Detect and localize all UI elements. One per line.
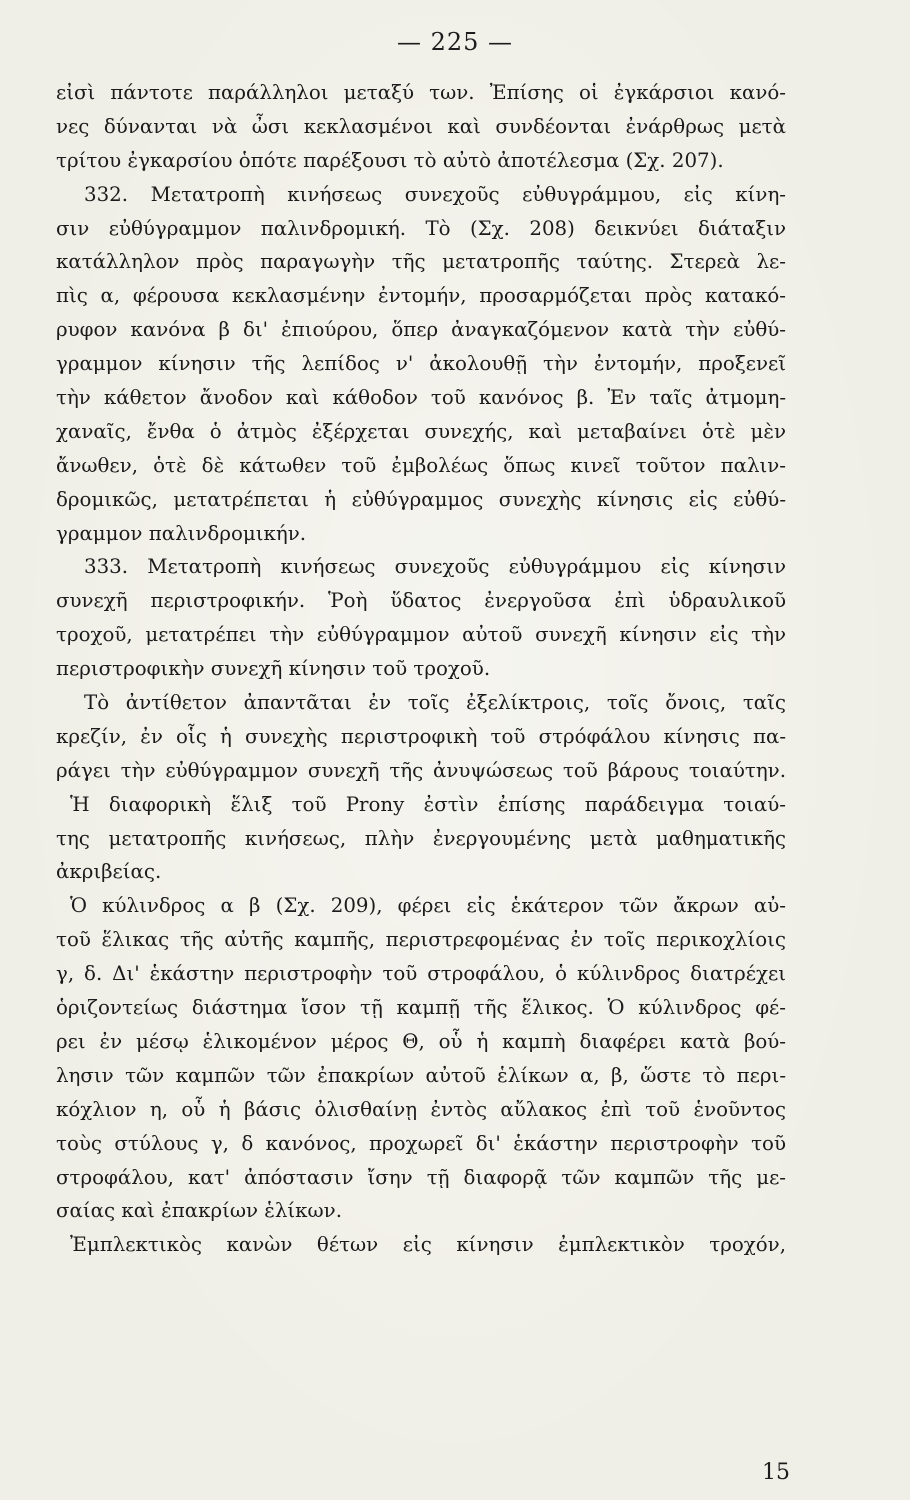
- text-line: λησιν τῶν καμπῶν τῶν ἐπακρίων αὐτοῦ ἑλίκων α, β, ὥστε τὸ περι-: [56, 1063, 786, 1087]
- text-line: σιν εὐθύγραμμον παλινδρομική. Τὸ (Σχ. 208) δεικνύει διάταξιν: [56, 216, 786, 240]
- body-text: [56, 76, 786, 1262]
- text-line: τὴν κάθετον ἄνοδον καὶ κάθοδον τοῦ κανόνος β. Ἐν ταῖς ἀτμομη-: [56, 386, 786, 410]
- text-line: τοῦ ἕλικας τῆς αὐτῆς καμπῆς, περιστρεφομένας ἐν τοῖς περικοχλίοις: [56, 928, 786, 952]
- text-line: κόχλιον η, οὗ ἡ βάσις ὀλισθαίνῃ ἐντὸς αὔλακος ἐπὶ τοῦ ἑνοῦντος: [56, 1097, 786, 1121]
- text-line: Ὁ κύλινδρος α β (Σχ. 209), φέρει εἰς ἑκάτερον τῶν ἄκρων αὐ-: [70, 894, 786, 918]
- text-line: δρομικῶς, μετατρέπεται ἡ εὐθύγραμμος συνεχὴς κίνησις εἰς εὐθύ-: [56, 487, 786, 511]
- text-line: συνεχῆ περιστροφικήν. Ῥοὴ ὕδατος ἐνεργοῦσα ἐπὶ ὑδραυλικοῦ: [56, 589, 786, 613]
- text-line: 332. Μετατροπὴ κινήσεως συνεχοῦς εὐθυγράμμου, εἰς κίνη-: [84, 182, 786, 206]
- printer-signature-mark: 15: [762, 1460, 790, 1485]
- text-line: της μετατροπῆς κινήσεως, πλὴν ἐνεργουμένης μετὰ μαθηματικῆς: [56, 826, 786, 850]
- text-line: τοὺς στύλους γ, δ κανόνος, προχωρεῖ δι' ἑκάστην περιστροφὴν τοῦ: [56, 1131, 786, 1155]
- text-line: γ, δ. Δι' ἑκάστην περιστροφὴν τοῦ στροφάλου, ὁ κύλινδρος διατρέχει: [56, 962, 786, 986]
- text-line: ἄνωθεν, ὁτὲ δὲ κάτωθεν τοῦ ἐμβολέως ὅπως κινεῖ τοῦτον παλιν-: [56, 453, 786, 477]
- text-line: κρεζίν, ἐν οἷς ἡ συνεχὴς περιστροφικὴ τοῦ στρόφάλου κίνησις πα-: [56, 724, 786, 748]
- text-line: νες δύνανται νὰ ὦσι κεκλασμένοι καὶ συνδέονται ἐνάρθρως μετὰ: [56, 114, 786, 138]
- text-line: περιστροφικὴν συνεχῆ κίνησιν τοῦ τροχοῦ.: [56, 657, 491, 681]
- text-line: ρει ἐν μέσῳ ἑλικομένον μέρος Θ, οὗ ἡ καμπὴ διαφέρει κατὰ βού-: [56, 1029, 786, 1053]
- text-line: ἀκριβείας.: [56, 860, 162, 884]
- text-line: σαίας καὶ ἐπακρίων ἑλίκων.: [56, 1199, 342, 1223]
- text-line: Ἐμπλεκτικὸς κανὼν θέτων εἰς κίνησιν ἐμπλεκτικὸν τροχόν,: [70, 1233, 786, 1257]
- text-line: χαναῖς, ἔνθα ὁ ἀτμὸς ἐξέρχεται συνεχής, καὶ μεταβαίνει ὁτὲ μὲν: [56, 419, 786, 443]
- text-line: τροχοῦ, μετατρέπει τὴν εὐθύγραμμον αὐτοῦ συνεχῆ κίνησιν εἰς τὴν: [56, 623, 786, 647]
- text-line: κατάλληλον πρὸς παραγωγὴν τῆς μετατροπῆς ταύτης. Στερεὰ λε-: [56, 250, 786, 274]
- text-line: πὶς α, φέρουσα κεκλασμένην ἐντομήν, προσαρμόζεται πρὸς κατακό-: [56, 284, 786, 308]
- text-line: γραμμον παλινδρομικήν.: [56, 521, 307, 545]
- text-line: τρίτου ἐγκαρσίου ὁπότε παρέξουσι τὸ αὐτὸ ἀποτέλεσμα (Σχ. 207).: [56, 148, 724, 172]
- text-line: γραμμον κίνησιν τῆς λεπίδος ν' ἀκολουθῇ τὴν ἐντομήν, προξενεῖ: [56, 352, 786, 376]
- text-line: 333. Μετατροπὴ κινήσεως συνεχοῦς εὐθυγράμμου εἰς κίνησιν: [84, 555, 786, 579]
- page-number: — 225 —: [396, 28, 514, 56]
- text-line: ὁριζοντείως διάστημα ἴσον τῇ καμπῇ τῆς ἕλικος. Ὁ κύλινδρος φέ-: [56, 996, 786, 1020]
- text-line: στροφάλου, κατ' ἀπόστασιν ἴσην τῇ διαφορᾷ τῶν καμπῶν τῆς με-: [56, 1165, 786, 1189]
- text-line: εἰσὶ πάντοτε παράλληλοι μεταξύ των. Ἐπίσης οἱ ἐγκάρσιοι κανό-: [56, 81, 786, 104]
- text-line: Τὸ ἀντίθετον ἀπαντᾶται ἐν τοῖς ἐξελίκτροις, τοῖς ὄνοις, ταῖς: [84, 691, 786, 715]
- text-line: Ἡ διαφορικὴ ἕλιξ τοῦ Prony ἐστὶν ἐπίσης παράδειγμα τοιαύ-: [70, 792, 786, 816]
- text-line: ράγει τὴν εὐθύγραμμον συνεχῆ τῆς ἀνυψώσεως τοῦ βάρους τοιαύτην.: [56, 758, 786, 782]
- text-line: ρυφον κανόνα β δι' ἐπιούρου, ὅπερ ἀναγκαζόμενον κατὰ τὴν εὐθύ-: [56, 318, 786, 342]
